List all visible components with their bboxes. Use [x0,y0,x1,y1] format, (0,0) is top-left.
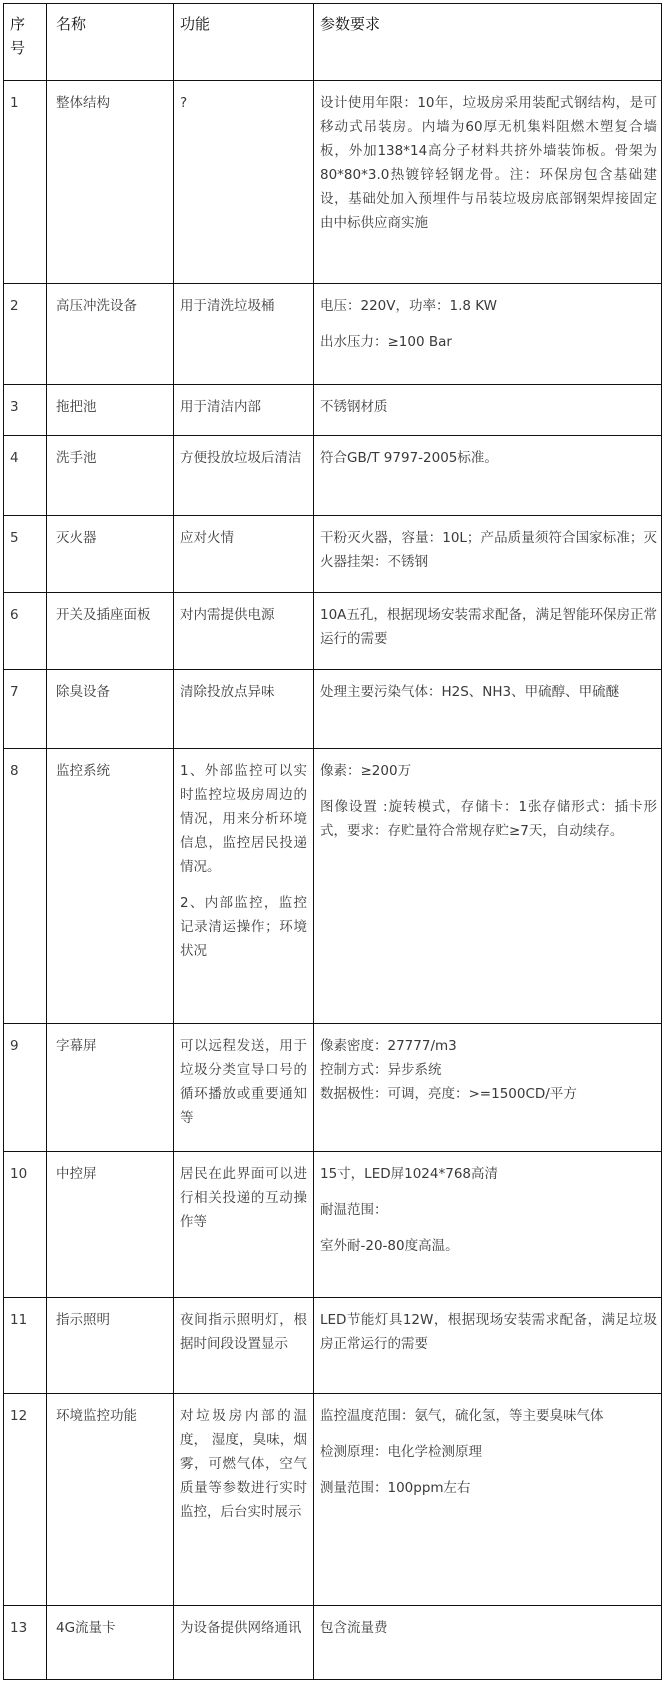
function-line [180,879,307,891]
header-name: 名称 [47,4,174,80]
function-line: 2、内部监控，监控记录清运操作；环境状况 [180,895,307,959]
table-row [4,436,661,516]
function-line: 对垃圾房内部的温度， 湿度，臭味，烟雾，可燃气体，空气质量等参数进行实时监控，后台实时展示 [180,1408,307,1520]
row-number: 5 [4,516,47,592]
param-line: 像素密度：27777/m3 [320,1038,457,1054]
function-line: 用于清洁内部 [180,399,261,415]
param-line: 不锈钢材质 [320,399,388,415]
row-params [314,1606,661,1679]
param-line: 监控温度范围：氨气，硫化氢，等主要臭味气体 [320,1408,604,1424]
row-number: 13 [4,1606,47,1679]
header-params: 参数要求 [320,15,381,33]
table-row [4,1606,661,1679]
row-name: 除臭设备 [47,670,174,748]
row-number: 3 [4,385,47,435]
row-name: 开关及插座面板 [47,593,174,669]
row-name: 洗手池 [47,436,174,515]
table-row [4,749,661,1024]
row-number: 2 [4,284,47,384]
param-line: 像素：≥200万 [320,763,412,779]
row-name: 高压冲洗设备 [47,284,174,384]
param-line [320,783,657,795]
row-number: 9 [4,1024,47,1151]
param-line: 检测原理：电化学检测原理 [320,1444,482,1460]
table-row [4,670,661,749]
row-params [314,516,661,592]
row-params [314,1152,661,1297]
param-line: 测量范围：100ppm左右 [320,1480,471,1496]
row-number: 7 [4,670,47,748]
row-params [314,670,661,748]
row-function [174,593,314,669]
row-name: 指示照明 [47,1298,174,1393]
function-line: 用于清洗垃圾桶 [180,298,275,314]
row-params [314,593,661,669]
row-number: 11 [4,1298,47,1393]
param-line: 耐温范围： [320,1202,388,1218]
param-line [320,318,657,330]
param-line: 数据极性：可调，亮度：>=1500CD/平方 [320,1086,577,1102]
row-params [314,1298,661,1393]
row-function [174,81,314,283]
function-line: 居民在此界面可以进行相关投递的互动操作等 [180,1166,307,1230]
row-number: 4 [4,436,47,515]
row-function [174,516,314,592]
row-function [174,670,314,748]
row-name: 拖把池 [47,385,174,435]
header-function: 功能 [174,4,314,80]
param-line: 出水压力：≥100 Bar [320,334,452,350]
function-line: 夜间指示照明灯，根据时间段设置显示 [180,1312,307,1352]
param-line: 控制方式：异步系统 [320,1062,442,1078]
function-line: ? [180,95,188,111]
row-params [314,1024,661,1151]
row-function [174,1606,314,1679]
row-function [174,749,314,1023]
param-line: 室外耐-20-80度高温。 [320,1238,459,1254]
row-name: 灭火器 [47,516,174,592]
header-no: 序号 [4,4,47,80]
table-header-row [4,4,661,81]
row-name: 整体结构 [47,81,174,283]
row-name: 4G流量卡 [47,1606,174,1679]
param-line: 处理主要污染气体：H2S、NH3、甲硫醇、甲硫醚 [320,684,620,700]
row-function [174,1394,314,1605]
param-line: LED节能灯具12W，根据现场安装需求配备，满足垃圾房正常运行的需要 [320,1312,657,1352]
function-line: 1、外部监控可以实时监控垃圾房周边的情况，用来分析环境信息，监控居民投递情况。 [180,763,307,875]
table-row [4,1024,661,1152]
row-name: 中控屏 [47,1152,174,1297]
row-params [314,436,661,515]
function-line: 对内需提供电源 [180,607,275,623]
spec-table [3,3,662,1680]
row-function [174,1152,314,1297]
row-params [314,749,661,1023]
table-row [4,284,661,385]
param-line: 干粉灭火器，容量：10L；产品质量须符合国家标准；灭火器挂架：不锈钢 [320,530,657,570]
row-function [174,436,314,515]
table-row [4,1298,661,1394]
row-number: 10 [4,1152,47,1297]
table-row [4,81,661,284]
row-params [314,1394,661,1605]
param-line: 电压：220V，功率：1.8 KW [320,298,497,314]
param-line [320,1464,657,1476]
function-line: 应对火情 [180,530,234,546]
param-line: 设计使用年限：10年，垃圾房采用装配式钢结构，是可移动式吊装房。内墙为60厚无机集料阻燃木塑复合墙板，外加138*14高分子材料共挤外墙装饰板。骨架为80*80*3.0热镀锌轻钢龙骨。注：环保房包含基础建设，基础处加入预埋件与吊装垃圾房底部钢架焊接固定由中标供应商实施 [320,95,657,231]
param-line: 图像设置 :旋转模式，存储卡：1张存储形式：插卡形式，要求：存贮量符合常规存贮≥7天，自动续存。 [320,799,657,839]
row-name: 字幕屏 [47,1024,174,1151]
row-function [174,1298,314,1393]
param-line [320,1186,657,1198]
param-line: 15寸，LED屏1024*768高清 [320,1166,498,1182]
param-line: 符合GB/T 9797-2005标准。 [320,450,498,466]
row-params [314,284,661,384]
function-line: 方便投放垃圾后清洁 [180,450,302,466]
row-name: 监控系统 [47,749,174,1023]
row-number: 8 [4,749,47,1023]
param-line: 10A五孔，根据现场安装需求配备，满足智能环保房正常运行的需要 [320,607,657,647]
table-row [4,1394,661,1606]
table-row [4,1152,661,1298]
row-params [314,385,661,435]
row-number: 6 [4,593,47,669]
function-line: 可以远程发送，用于垃圾分类宣导口号的循环播放或重要通知等 [180,1038,307,1126]
row-params [314,81,661,283]
function-line: 清除投放点异味 [180,684,275,700]
row-function [174,1024,314,1151]
param-line [320,1222,657,1234]
param-line [320,1428,657,1440]
table-row [4,593,661,670]
row-function [174,284,314,384]
row-number: 1 [4,81,47,283]
table-row [4,516,661,593]
row-number: 12 [4,1394,47,1605]
row-name: 环境监控功能 [47,1394,174,1605]
table-row [4,385,661,436]
function-line: 为设备提供网络通讯 [180,1620,302,1636]
row-function [174,385,314,435]
param-line: 包含流量费 [320,1620,388,1636]
